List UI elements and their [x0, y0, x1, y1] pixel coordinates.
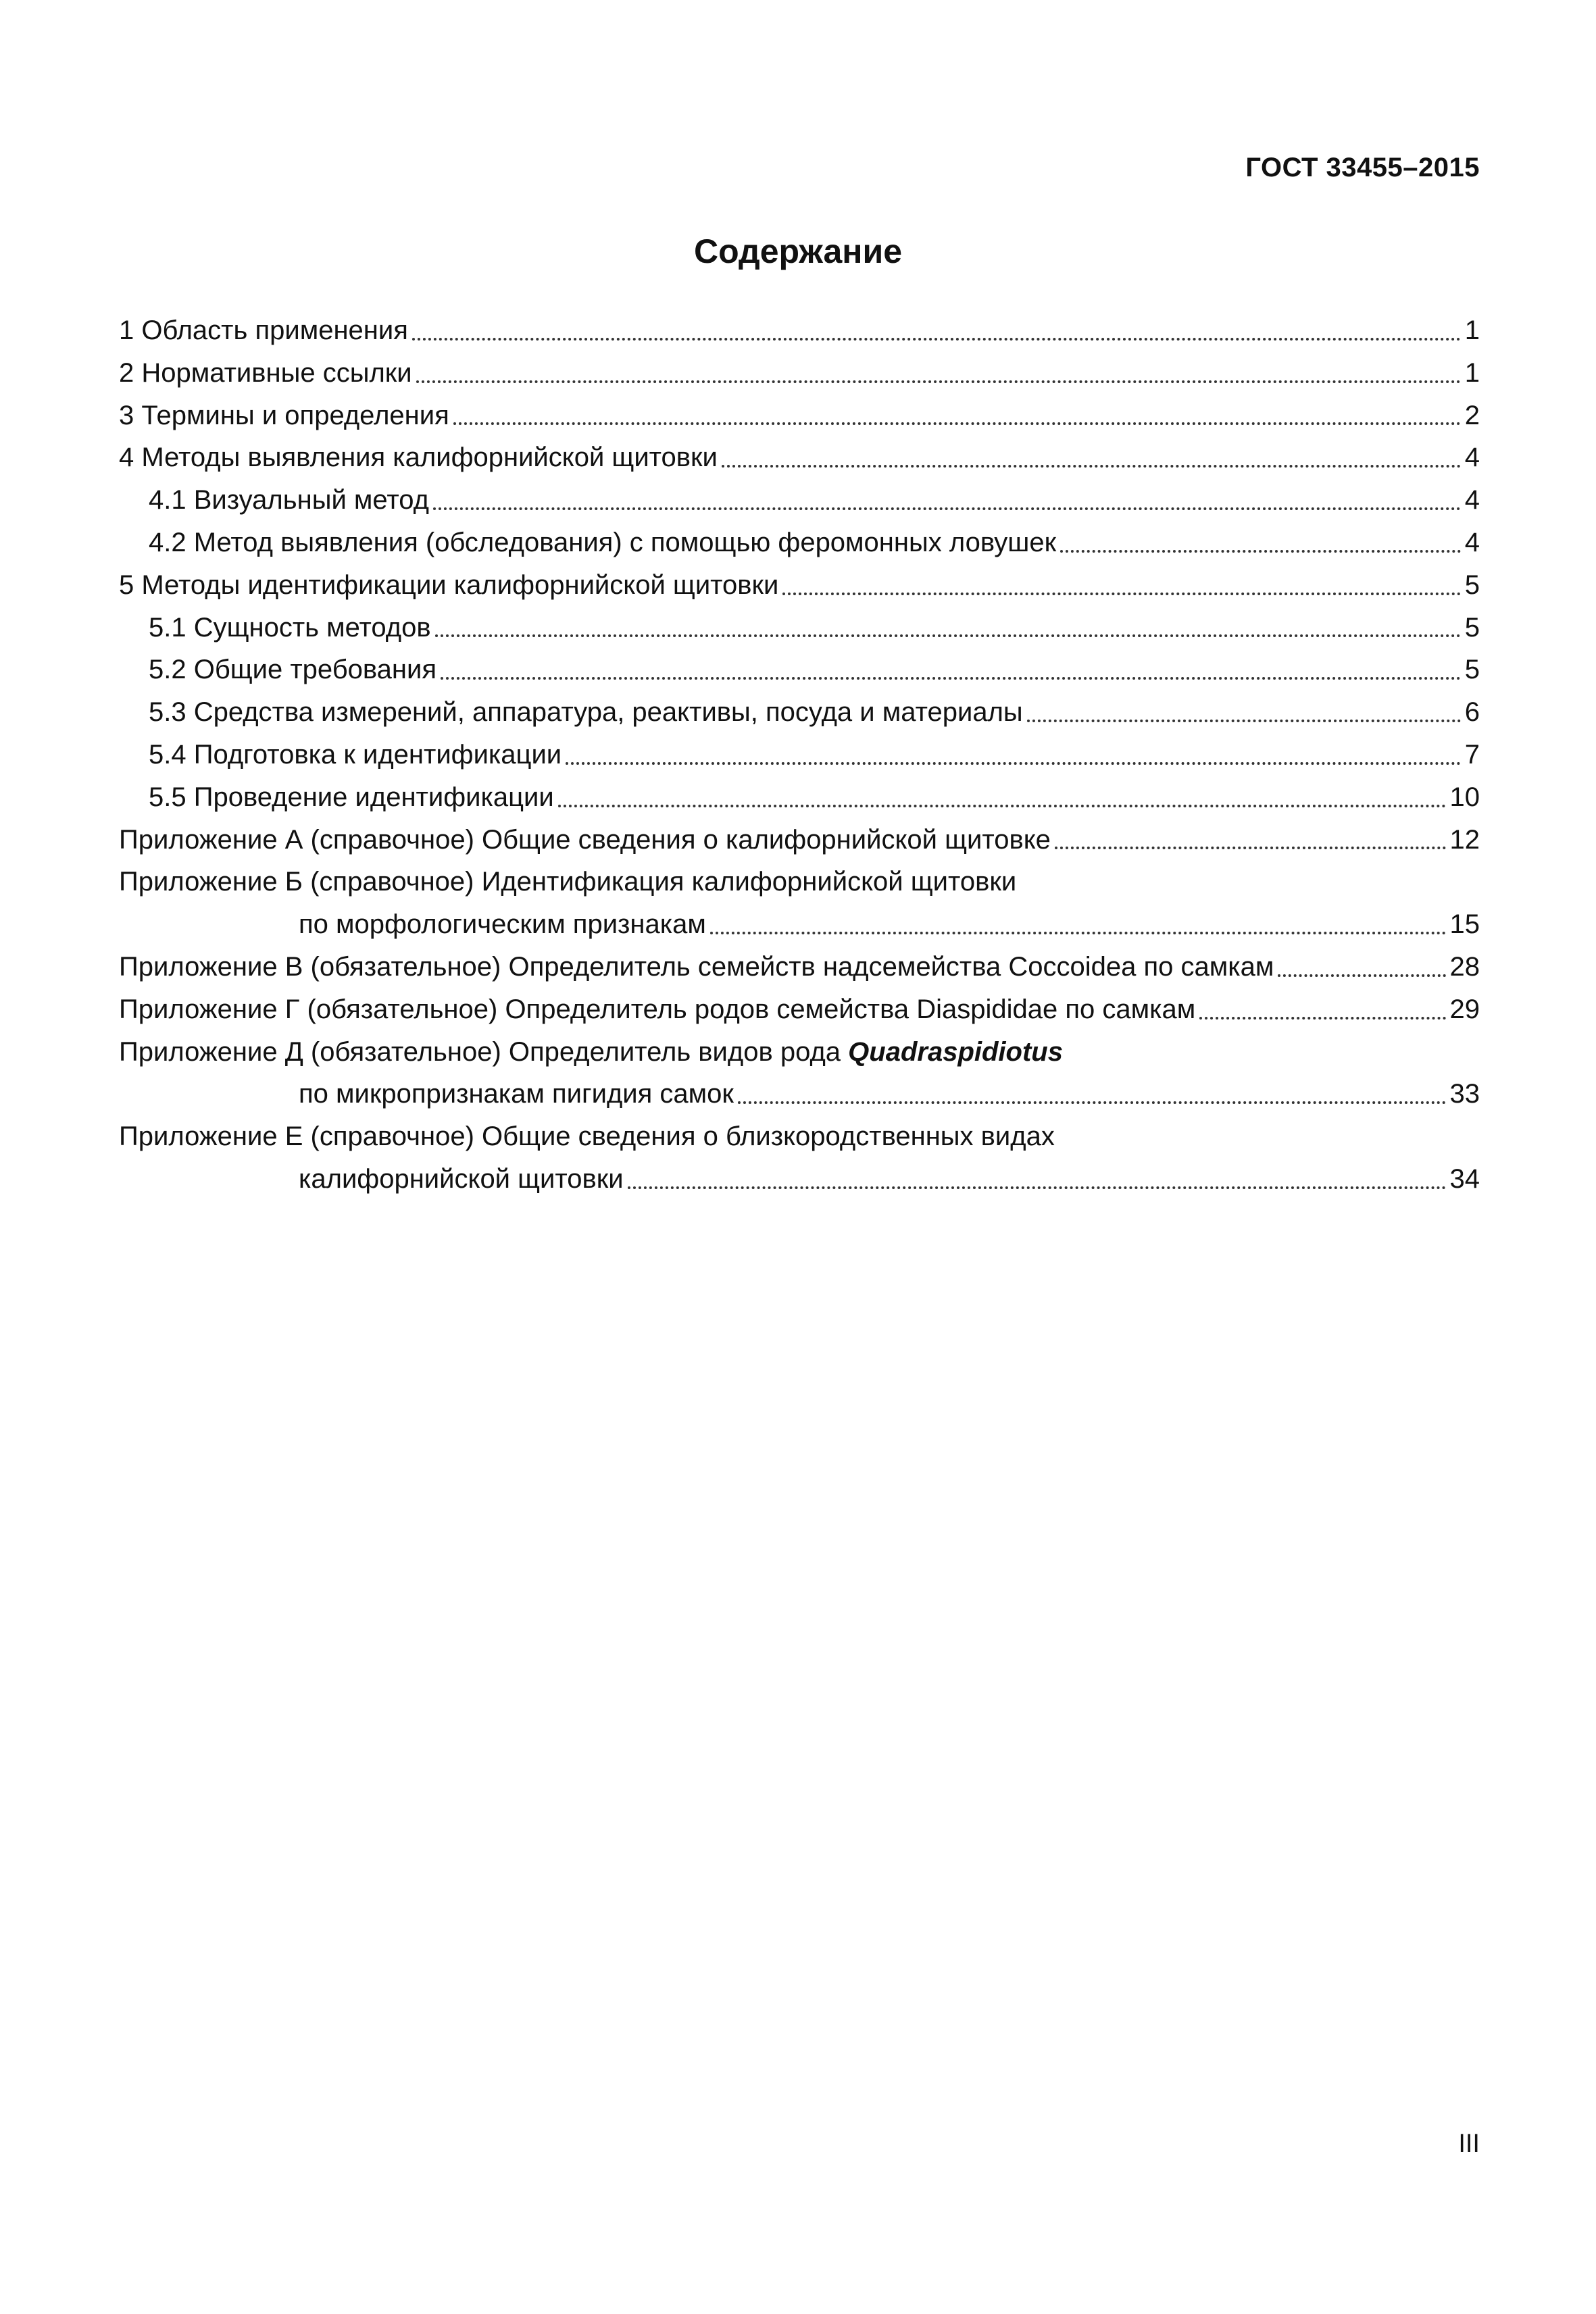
toc-entry-page: 33 [1449, 1079, 1480, 1109]
toc-entry-page: 4 [1464, 527, 1480, 557]
toc-entry-label: 5.3 Средства измерений, аппаратура, реактивы, посуда и материалы [149, 697, 1023, 728]
toc-entry-page: 15 [1449, 909, 1480, 940]
toc-entry-label: Приложение А (справочное) Общие сведения о калифорнийской щитовке [119, 824, 1051, 855]
toc-subentry[interactable] [119, 522, 1480, 564]
toc-leader-dots [416, 358, 1461, 385]
table-of-contents [119, 309, 1480, 1201]
toc-leader-dots [722, 443, 1461, 470]
toc-entry[interactable] [119, 564, 1480, 607]
toc-entry-label: 3 Термины и определения [119, 400, 449, 430]
toc-subentry[interactable] [119, 776, 1480, 819]
toc-leader-dots [412, 316, 1461, 343]
toc-leader-dots [628, 1164, 1446, 1191]
toc-appendix-entry[interactable] [119, 988, 1480, 1031]
toc-appendix-entry[interactable] [119, 946, 1480, 988]
toc-entry-label: 5.1 Сущность методов [149, 612, 431, 643]
toc-leader-dots [566, 740, 1461, 767]
genus-name: Quadraspidiotus [848, 1036, 1063, 1067]
toc-entry-page: 2 [1464, 400, 1480, 430]
toc-subentry[interactable] [119, 649, 1480, 691]
toc-entry-label: 5.4 Подготовка к идентификации [149, 739, 562, 770]
toc-leader-dots [453, 400, 1461, 427]
toc-entry-page: 4 [1464, 485, 1480, 515]
toc-entry-label: 5.5 Проведение идентификации [149, 782, 554, 812]
toc-entry-label: 4.1 Визуальный метод [149, 485, 429, 515]
toc-entry-continuation[interactable] [119, 1158, 1480, 1201]
toc-entry-continuation-label: по морфологическим признакам [299, 909, 706, 940]
toc-entry[interactable] [119, 352, 1480, 395]
toc-entry-label: 4.2 Метод выявления (обследования) с помощью феромонных ловушек [149, 527, 1057, 557]
toc-leader-dots [710, 909, 1446, 936]
toc-entry-label [119, 1031, 1063, 1074]
toc-subentry[interactable] [119, 607, 1480, 649]
toc-entry-page: 28 [1449, 951, 1480, 982]
toc-entry-continuation[interactable] [119, 1073, 1480, 1115]
toc-entry-page: 7 [1464, 739, 1480, 770]
toc-entry-label: 5.2 Общие требования [149, 655, 437, 685]
toc-leader-dots [433, 485, 1461, 512]
toc-entry[interactable] [119, 395, 1480, 437]
toc-entry-page: 4 [1464, 443, 1480, 473]
toc-leader-dots [1199, 995, 1445, 1022]
toc-entry-page: 29 [1449, 994, 1480, 1024]
toc-subentry[interactable] [119, 734, 1480, 776]
toc-subentry[interactable] [119, 479, 1480, 522]
toc-entry-page: 5 [1464, 570, 1480, 600]
toc-entry-label: Приложение Г (обязательное) Определитель родов семейства Diaspididae по самкам [119, 994, 1196, 1024]
toc-entry-label: 2 Нормативные ссылки [119, 357, 412, 388]
toc-leader-dots [1055, 824, 1446, 851]
toc-leader-dots [1027, 697, 1461, 724]
toc-leader-dots [558, 782, 1446, 809]
toc-entry-page: 5 [1464, 655, 1480, 685]
toc-leader-dots [1278, 952, 1445, 979]
toc-leader-dots [738, 1079, 1446, 1106]
toc-appendix-entry[interactable] [119, 1115, 1480, 1158]
toc-entry-page: 6 [1464, 697, 1480, 728]
toc-leader-dots [1060, 528, 1461, 555]
toc-entry-label: Приложение Б (справочное) Идентификация калифорнийской щитовки [119, 867, 1017, 897]
document-code: ГОСТ 33455–2015 [1245, 153, 1480, 182]
toc-leader-dots [782, 570, 1460, 597]
toc-entry-page: 34 [1449, 1163, 1480, 1194]
toc-entry-label: Приложение В (обязательное) Определитель семейств надсемейства Coccoidea по самкам [119, 951, 1274, 982]
toc-entry-continuation[interactable] [119, 903, 1480, 946]
toc-entry-continuation-label: по микропризнакам пигидия самок [299, 1079, 734, 1109]
toc-appendix-entry[interactable] [119, 861, 1480, 903]
toc-entry-label: Приложение Е (справочное) Общие сведения о близкородственных видах [119, 1122, 1055, 1152]
toc-entry-continuation-label: калифорнийской щитовки [299, 1163, 624, 1194]
toc-title: Содержание [693, 232, 903, 270]
toc-appendix-entry[interactable] [119, 819, 1480, 861]
toc-entry[interactable] [119, 436, 1480, 479]
toc-entry-page: 5 [1464, 612, 1480, 643]
toc-entry-label: 5 Методы идентификации калифорнийской щитовки [119, 570, 779, 600]
toc-entry-page: 10 [1449, 782, 1480, 812]
toc-entry-page: 1 [1464, 357, 1480, 388]
toc-entry-label: 1 Область применения [119, 316, 408, 345]
toc-subentry[interactable] [119, 691, 1480, 734]
toc-entry[interactable] [119, 309, 1480, 352]
page-number: III [1458, 2130, 1480, 2158]
toc-entry-page: 1 [1464, 316, 1480, 345]
toc-entry-label-text: Приложение Д (обязательное) Определитель видов рода [119, 1036, 841, 1067]
toc-entry-page: 12 [1449, 824, 1480, 855]
toc-entry-label: 4 Методы выявления калифорнийской щитовки [119, 443, 718, 473]
toc-appendix-entry[interactable] [119, 1031, 1480, 1074]
toc-leader-dots [441, 655, 1461, 682]
toc-leader-dots [435, 612, 1461, 639]
